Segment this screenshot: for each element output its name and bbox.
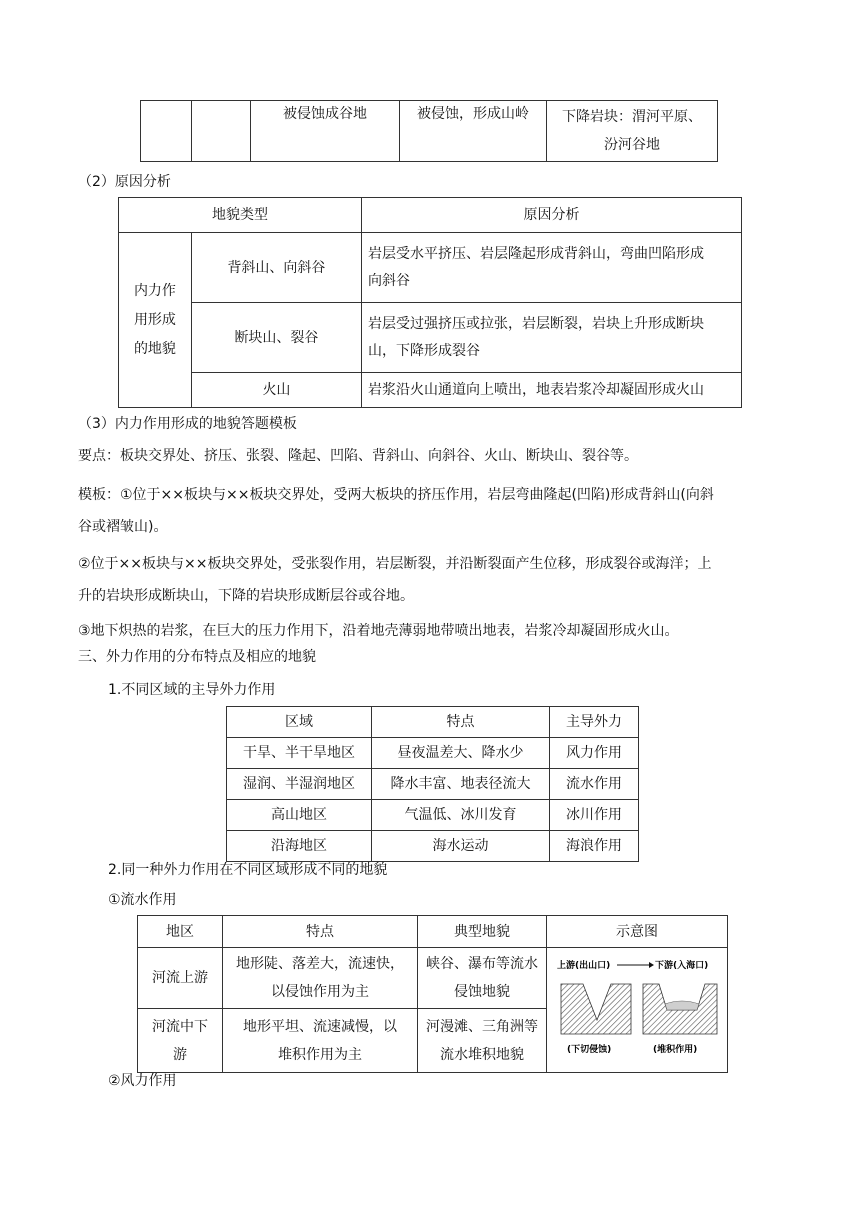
deposition-caption: (堆积作用) (653, 1045, 698, 1055)
cause-analysis-table (118, 197, 742, 408)
header-cause: 原因分析 (362, 198, 742, 233)
cell-text: 下降岩块：渭河平原、 (562, 109, 702, 125)
downstream-label: 下游(入海口) (655, 961, 709, 971)
header-landform: 典型地貌 (418, 916, 547, 948)
cause-line: 岩层受过强挤压或拉张，岩层断裂，岩块上升形成断块 (368, 315, 704, 332)
force-cell: 流水作用 (550, 769, 639, 800)
header-region: 区域 (227, 707, 372, 738)
cell-line: 堆积作用为主 (278, 1046, 362, 1063)
paragraph-line: ②位于××板块与××板块交界处，受张裂作用，岩层断裂，并沿断裂面产生位移，形成裂谷或海洋；上 (78, 556, 712, 572)
running-water-table (137, 915, 728, 1073)
diagram-cell (547, 948, 728, 1073)
feature-cell (223, 948, 418, 1009)
sediment-shape (665, 1001, 699, 1010)
feature-cell: 昼夜温差大、降水少 (372, 738, 550, 769)
header-landform-type: 地貌类型 (119, 198, 362, 233)
section-heading: 三、外力作用的分布特点及相应的地貌 (78, 649, 316, 665)
subsection-title: ①流水作用 (108, 892, 177, 908)
landform-type: 背斜山、向斜谷 (191, 233, 361, 303)
group-label (119, 233, 192, 408)
feature-cell: 气温低、冰川发育 (372, 800, 550, 831)
header-diagram: 示意图 (547, 916, 728, 948)
cell-line: 峡谷、瀑布等流水 (426, 956, 538, 973)
region-cell (138, 1009, 223, 1073)
upstream-label: 上游(出山口) (557, 961, 611, 971)
cell-eroded-valley (251, 101, 400, 162)
group-label-line: 的地貌 (133, 340, 176, 357)
feature-cell (223, 1009, 418, 1073)
header-feature: 特点 (223, 916, 418, 948)
region-cell (138, 948, 223, 1009)
landform-type: 断块山、裂谷 (191, 303, 361, 373)
header-feature: 特点 (372, 707, 550, 738)
cell-text: 汾河谷地 (604, 137, 660, 153)
landform-cell (418, 1009, 547, 1073)
empty-cell (192, 101, 251, 162)
cell-line: 以侵蚀作用为主 (271, 984, 369, 1001)
template-2 (78, 548, 782, 612)
paragraph-line: 谷或褶皱山)。 (78, 519, 168, 535)
header-force: 主导外力 (550, 707, 639, 738)
arrow-head-icon (649, 962, 654, 968)
landform-type: 火山 (191, 373, 361, 408)
cause-line: 岩浆沿火山通道向上喷出，地表岩浆冷却凝固形成火山 (368, 382, 704, 398)
section-title: （3）内力作用形成的地貌答题模板 (78, 416, 297, 432)
cause-text (362, 233, 742, 303)
force-cell: 海浪作用 (550, 831, 639, 862)
river-profile-diagram (553, 948, 721, 1068)
landform-cell (418, 948, 547, 1009)
region-force-table (226, 706, 639, 862)
cell-eroded-ridge (400, 101, 547, 162)
cause-line: 山，下降形成裂谷 (368, 342, 480, 359)
region-cell: 沿海地区 (227, 831, 372, 862)
header-region: 地区 (138, 916, 223, 948)
paragraph-line: 模板：①位于××板块与××板块交界处，受两大板块的挤压作用，岩层弯曲隆起(凹陷)形成背斜山(向斜 (78, 487, 714, 503)
section-title: （2）原因分析 (78, 174, 171, 190)
cell-line: 河漫滩、三角洲等 (426, 1018, 538, 1035)
cell-text: 被侵蚀，形成山岭 (417, 106, 529, 122)
cell-subsiding-block (547, 101, 718, 162)
cell-line: 侵蚀地貌 (454, 984, 510, 1001)
key-points: 要点：板块交界处、挤压、张裂、隆起、凹陷、背斜山、向斜谷、火山、断块山、裂谷等。 (78, 448, 638, 464)
paragraph-line: 升的岩块形成断块山，下降的岩块形成断层谷或谷地。 (78, 588, 414, 604)
cause-text (362, 373, 742, 408)
v-valley-shape (561, 984, 631, 1034)
group-label-line: 内力作 (133, 282, 176, 299)
group-label-line: 用形成 (133, 311, 176, 328)
cell-line: 河流上游 (152, 970, 208, 987)
subsection-title: 2.同一种外力作用在不同区域形成不同的地貌 (108, 862, 388, 878)
cause-line: 岩层受水平挤压、岩层隆起形成背斜山，弯曲凹陷形成 (368, 245, 704, 262)
subsection-title: ②风力作用 (108, 1073, 177, 1089)
force-cell: 风力作用 (550, 738, 639, 769)
feature-cell: 海水运动 (372, 831, 550, 862)
cell-text: 被侵蚀成谷地 (283, 106, 367, 122)
subsection-title: 1.不同区域的主导外力作用 (108, 682, 276, 698)
continued-table (140, 100, 718, 162)
incision-caption: (下切侵蚀) (567, 1045, 612, 1055)
template-3: ③地下炽热的岩浆，在巨大的压力作用下，沿着地壳薄弱地带喷出地表，岩浆冷却凝固形成火山。 (78, 623, 679, 639)
cause-line: 向斜谷 (368, 272, 410, 289)
force-cell: 冰川作用 (550, 800, 639, 831)
region-cell: 干旱、半干旱地区 (227, 738, 372, 769)
feature-cell: 降水丰富、地表径流大 (372, 769, 550, 800)
region-cell: 高山地区 (227, 800, 372, 831)
cell-line: 流水堆积地貌 (440, 1046, 524, 1063)
cell-line: 地形平坦、流速减慢，以 (243, 1018, 397, 1035)
cause-text (362, 303, 742, 373)
template-1 (78, 479, 782, 543)
cell-line: 游 (173, 1046, 187, 1063)
cell-line: 河流中下 (152, 1018, 208, 1035)
empty-cell (141, 101, 192, 162)
cell-line: 地形陡、落差大，流速快， (236, 956, 404, 973)
region-cell: 湿润、半湿润地区 (227, 769, 372, 800)
